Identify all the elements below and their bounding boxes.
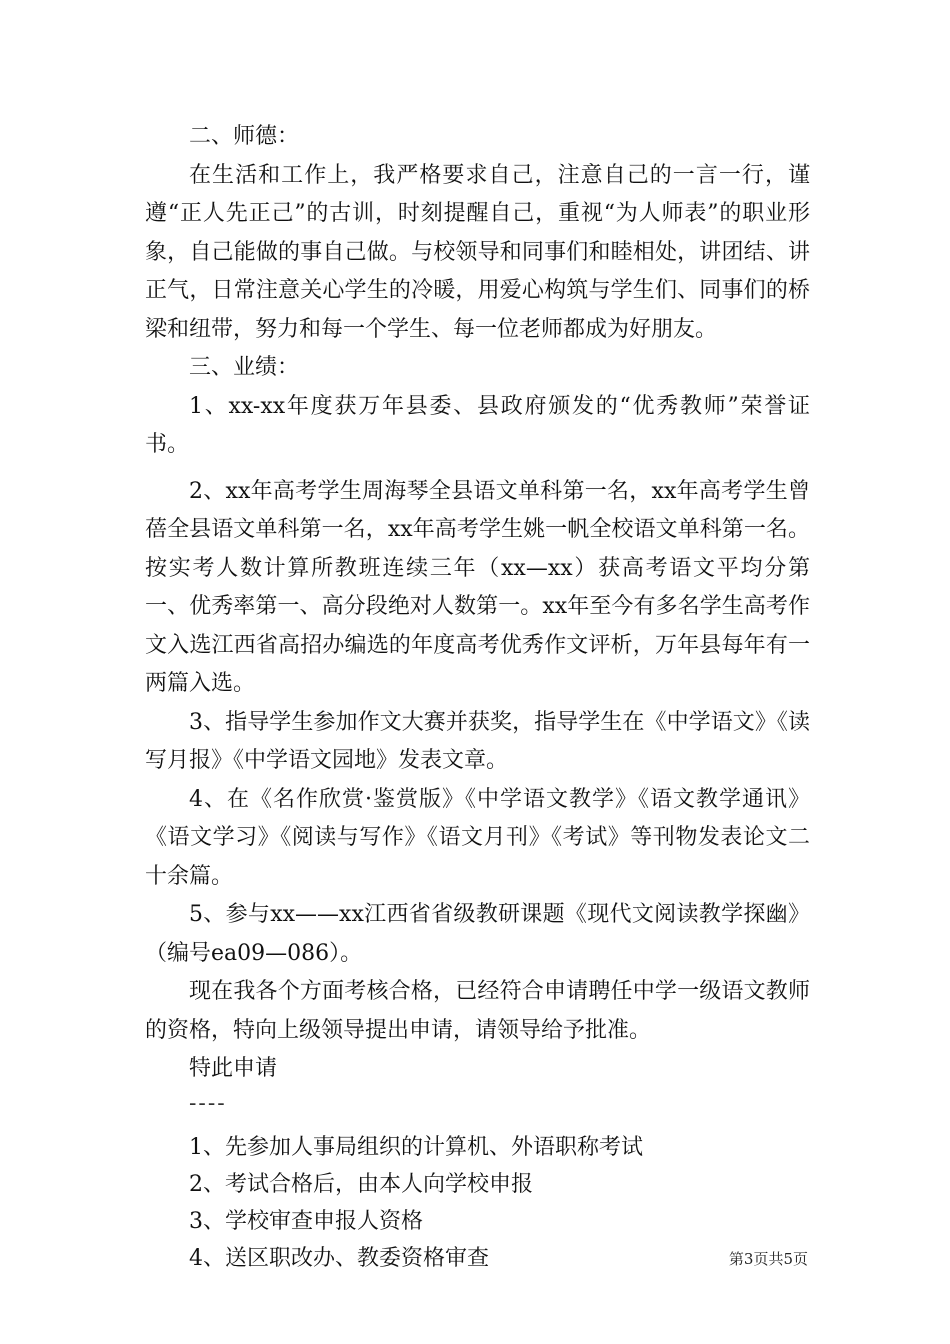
section-heading-achievements: 三、业绩： bbox=[189, 355, 300, 380]
divider-line: ---- bbox=[189, 1090, 227, 1116]
ethics-paragraph: 在生活和工作上，我严格要求自己，注意自己的一言一行，谨遵“正人先正己”的古训，时刻提醒自己，重视“为人师表”的职业形象，自己能做的事自己做。与校领导和同事们和睦相处，讲团结、讲正气，日常注意关心学生的冷暖，用爱心构筑与学生们、同事们的桥梁和纽带，努力和每一个学生、每一位老师都成为好朋友。 bbox=[145, 162, 810, 342]
application-paragraph: 现在我各个方面考核合格，已经符合申请聘任中学一级语文教师的资格，特向上级领导提出申请，请领导给予批准。 bbox=[145, 979, 810, 1043]
closing-line: 特此申请 bbox=[189, 1056, 278, 1081]
document-body bbox=[145, 118, 810, 1277]
achievement-item-1: 1、xx-xx年度获万年县委、县政府颁发的“优秀教师”荣誉证书。 bbox=[145, 393, 810, 457]
procedure-step-1: 1、先参加人事局组织的计算机、外语职称考试 bbox=[189, 1134, 643, 1160]
procedure-step-3: 3、学校审查申报人资格 bbox=[189, 1208, 423, 1234]
achievement-item-4: 4、在《名作欣赏·鉴赏版》《中学语文教学》《语文教学通讯》《语文学习》《阅读与写作》《语文月刊》《考试》等刊物发表论文二十余篇。 bbox=[145, 786, 810, 889]
page-number-footer: 第3页共5页 bbox=[728, 1250, 808, 1268]
procedure-step-2: 2、考试合格后，由本人向学校申报 bbox=[189, 1171, 533, 1197]
section-heading-ethics: 二、师德： bbox=[189, 124, 300, 149]
achievement-item-2: 2、xx年高考学生周海琴全县语文单科第一名，xx年高考学生曾蓓全县语文单科第一名，xx年高考学生姚一帆全校语文单科第一名。按实考人数计算所教班连续三年（xx—xx）获高考语文平均分第一、优秀率第一、高分段绝对人数第一。xx年至今有多名学生高考作文入选江西省高招办编选的年度高考优秀作文评析，万年县每年有一两篇入选。 bbox=[145, 478, 810, 696]
achievement-item-3: 3、指导学生参加作文大赛并获奖，指导学生在《中学语文》《读写月报》《中学语文园地》发表文章。 bbox=[145, 709, 810, 773]
achievement-item-5: 5、参与xx——xx江西省省级教研课题《现代文阅读教学探幽》（编号ea09—086）。 bbox=[145, 902, 810, 966]
procedure-step-4: 4、送区职改办、教委资格审查 bbox=[189, 1245, 489, 1271]
